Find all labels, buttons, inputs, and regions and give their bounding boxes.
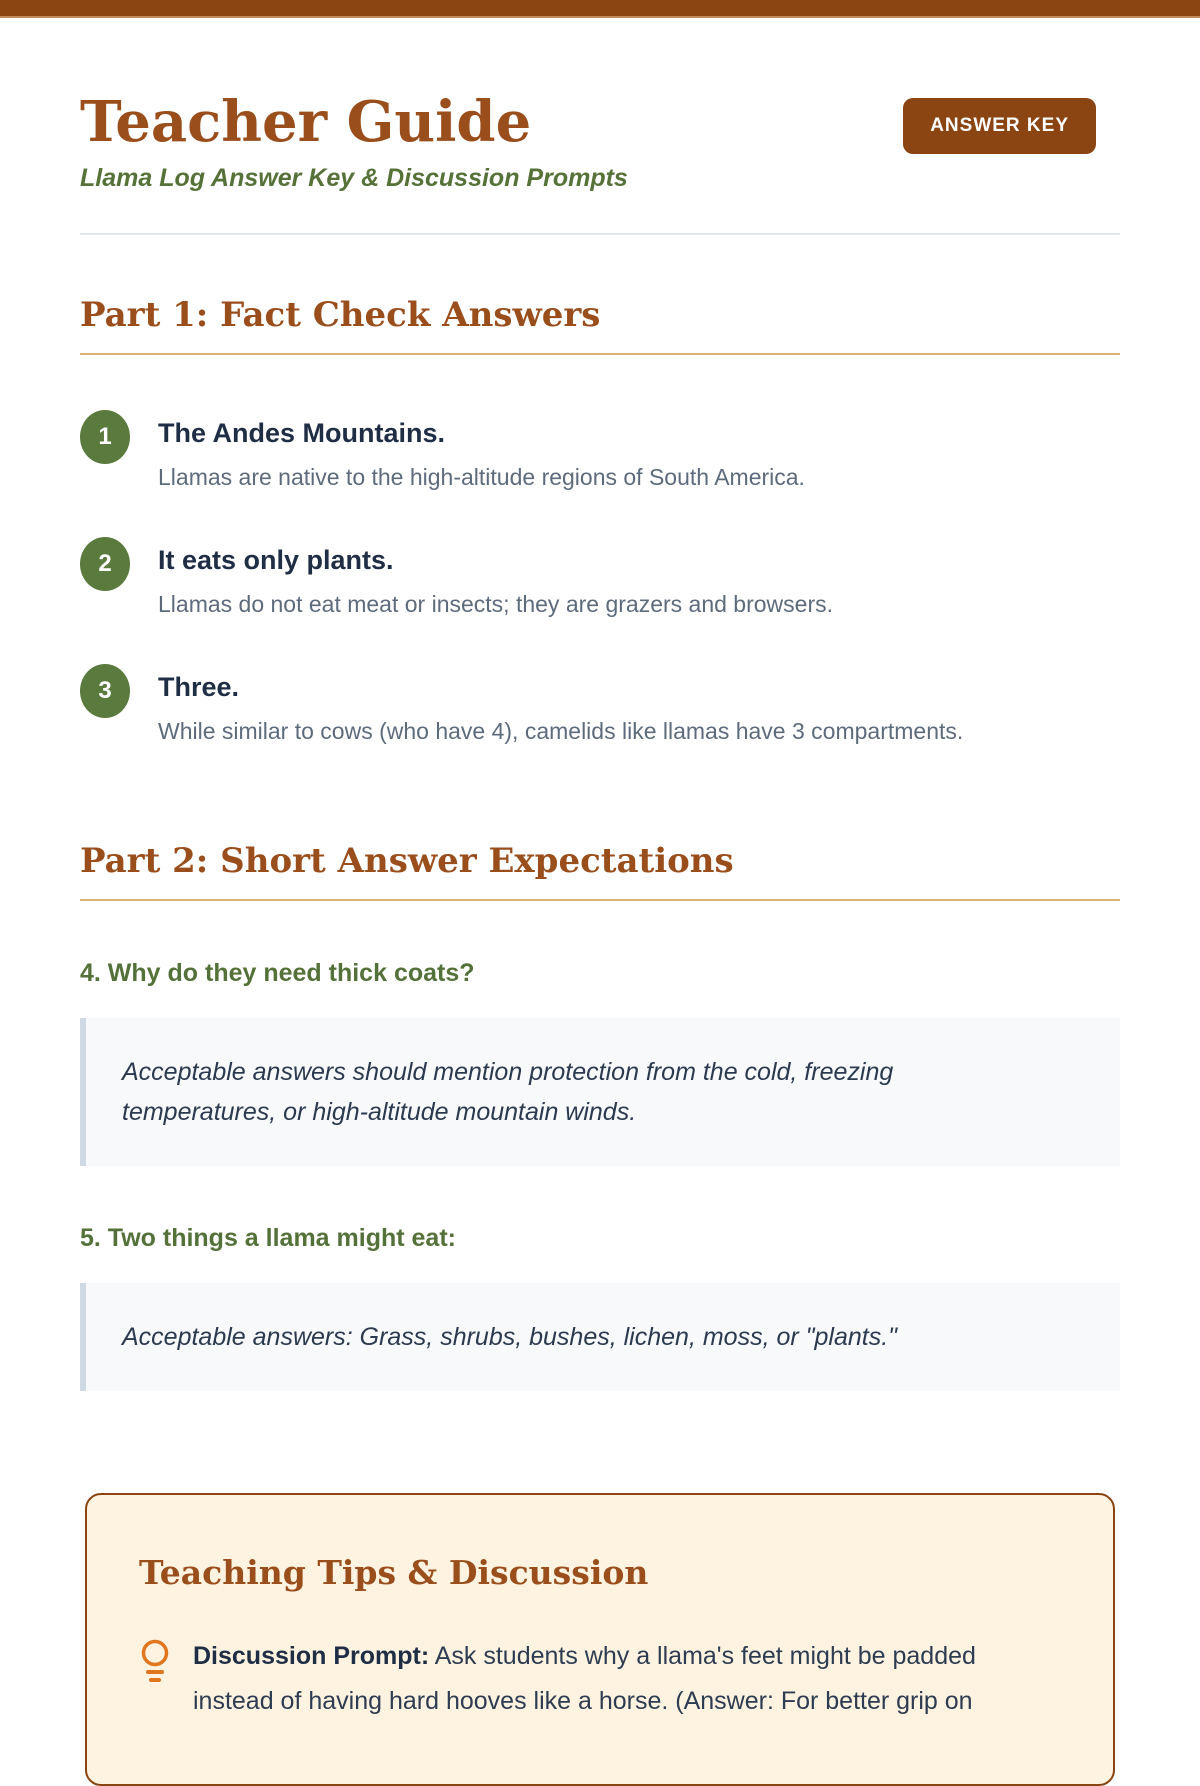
question-4-label: 4. Why do they need thick coats? [80,959,475,987]
teaching-tips-callout [85,1493,1115,1786]
header-divider [80,233,1120,235]
fact-item-body [158,410,805,491]
fact-item [80,537,1120,618]
number-badge-3: 3 [80,664,130,718]
fact-item [80,410,1120,491]
discussion-prompt-text [193,1634,1061,1724]
teaching-tips-heading: Teaching Tips & Discussion [139,1553,649,1592]
fact-answer: The Andes Mountains. [158,418,446,448]
fact-answer: Three. [158,672,240,702]
fact-answer: It eats only plants. [158,545,394,575]
section-part2 [80,841,1120,1391]
question-5-expectation: Acceptable answers: Grass, shrubs, bushes, lichen, moss, or "plants." [122,1323,898,1351]
part2-heading: Part 2: Short Answer Expectations [80,841,1120,901]
fact-item-body [158,537,833,618]
fact-list [80,410,1120,745]
discussion-prompt-body: Ask students why a llama's feet might be padded instead of having hard hooves like a horse. (Answer: For better grip on [193,1642,976,1715]
fact-explanation: While similar to cows (who have 4), camelids like llamas have 3 compartments. [158,718,964,744]
top-accent-bar [0,0,1200,18]
part1-heading: Part 1: Fact Check Answers [80,295,1120,355]
fact-explanation: Llamas are native to the high-altitude regions of South America. [158,464,805,490]
question-4-answer-box [80,1018,1120,1166]
discussion-prompt-row [139,1634,1061,1724]
page-subtitle: Llama Log Answer Key & Discussion Prompts [80,164,628,192]
question-5-answer-box [80,1283,1120,1391]
lightbulb-icon [139,1639,171,1690]
question-4-expectation: Acceptable answers should mention protection from the cold, freezing temperatures, or high-altitude mountain winds. [122,1058,894,1126]
fact-explanation: Llamas do not eat meat or insects; they are grazers and browsers. [158,591,833,617]
page-header [80,89,1120,155]
question-5-label: 5. Two things a llama might eat: [80,1224,456,1252]
answer-key-badge: ANSWER KEY [903,98,1096,154]
section-part1 [80,295,1120,745]
fact-item [80,664,1120,745]
document-page [0,89,1200,1786]
number-badge-1: 1 [80,410,130,464]
page-title: Teacher Guide [80,89,532,155]
fact-item-body [158,664,963,745]
number-badge-2: 2 [80,537,130,591]
discussion-prompt-label: Discussion Prompt: [193,1642,430,1670]
